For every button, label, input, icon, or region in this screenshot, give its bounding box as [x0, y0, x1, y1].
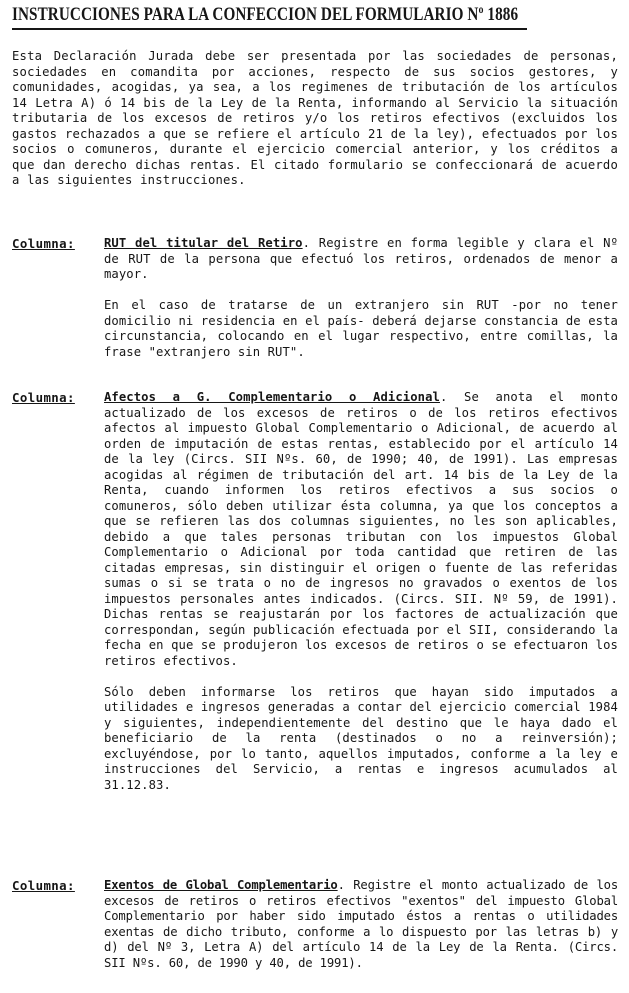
section-text: . Se anota el monto actualizado de los excesos de retiros o de los retiros efectivos afectos al impuesto Global Complementario o Adicional, de acuerdo al orden de imputación de estas rentas, establecido por el artículo 14 de la ley (Circs. SII Nºs. 60, de 1990; 40, de 1991). Las empresas acogidas al régimen de tributación del art. 14 bis de la Ley de la Renta, cuando informen los retiros efectivos a sus socios o comuneros, sólo deben utilizar ésta columna, ya que los conceptos a que se refieren las dos columnas siguientes, no les son aplicables, debido a que tales personas tributan con los impuestos Global Complementario o Adicional por toda cantidad que retiren de las citadas empresas, sin distinguir el origen o fuente de las referidas sumas o si se trata o no de ingresos no gravados o exentos de los impuestos personales antes indicados. (Circs. SII. Nº 59, de 1991). Dichas rentas se reajustarán por los factores de actualización que correspondan, según publicación efectuada por el SII, considerando la fecha en que se produjeron los excesos de retiros o se efectuaron los retiros efectivos. — [104, 390, 619, 668]
intro-paragraph: Esta Declaración Jurada debe ser presentada por las sociedades de personas, sociedades en comandita por acciones, respecto de sus socios gestores, y comunidades, acogidas, ya sea, a los regimenes de tributación de los artículos 14 Letra A) ó 14 bis de la Ley de la Renta, informando al Servicio la situación tributaria de los excesos de retiros y/o los retiros efectivos (excluidos los gastos rechazados a que se refiere el artículo 21 de la ley), efectuados por los socios o comuneros, durante el ejercicio comercial anterior, y los créditos a que dan derecho dichas rentas. El citado formulario se confeccionará de acuerdo a las siguientes instrucciones. — [12, 49, 618, 187]
section-heading: Exentos de Global Complementario — [104, 878, 338, 892]
section-label-exentos — [12, 878, 98, 894]
section-paragraph — [104, 878, 618, 971]
title-underline — [12, 28, 527, 30]
section-label-afectos — [12, 390, 98, 406]
section-body-exentos — [104, 878, 618, 971]
section-label-text: Columna: — [12, 236, 75, 251]
section-text: . Registre el monto actualizado de los excesos de retiros o retiros efectivos "exentos" del impuesto Global Complementario por haber sido imputado éstos a rentas o utilidades exentas de dicho tributo, conforme a lo dispuesto por las letras b) y d) del Nº 3, Letra A) del artículo 14 de la Ley de la Renta. (Circs. SII Nºs. 60, de 1990 y 40, de 1991). — [104, 878, 618, 970]
section-paragraph — [104, 390, 618, 669]
section-paragraph: Sólo deben informarse los retiros que hayan sido imputados a utilidades e ingresos generadas a contar del ejercicio comercial 1984 y siguientes, independientemente del destino que le haya dado el beneficiario de la renta (destinados o no a reinversión); excluyéndose, por lo tanto, aquellos imputados, conforme a la ley e instrucciones del Servicio, a rentas e ingresos acumulados al 31.12.83. — [104, 684, 618, 792]
section-paragraph — [104, 236, 618, 283]
section-text: . Registre en forma legible y clara el Nº de RUT de la persona que efectuó los retiros, ordenados de menor a mayor. — [104, 236, 619, 281]
section-heading: RUT del titular del Retiro — [104, 236, 303, 250]
section-label-text: Columna: — [12, 390, 75, 405]
section-body-afectos — [104, 390, 618, 793]
section-paragraph: En el caso de tratarse de un extranjero sin RUT -por no tener domicilio ni residencia en el país- deberá dejarse constancia de esta circunstancia, colocando en el lugar respectivo, entre comillas, la frase "extranjero sin RUT". — [104, 298, 618, 359]
section-label-rut — [12, 236, 98, 252]
section-label-text: Columna: — [12, 878, 75, 893]
page-title: INSTRUCCIONES PARA LA CONFECCION DEL FORMULARIO Nº 1886 — [12, 4, 519, 25]
section-heading: Afectos a G. Complementario o Adicional — [104, 390, 440, 404]
section-body-rut — [104, 236, 618, 360]
